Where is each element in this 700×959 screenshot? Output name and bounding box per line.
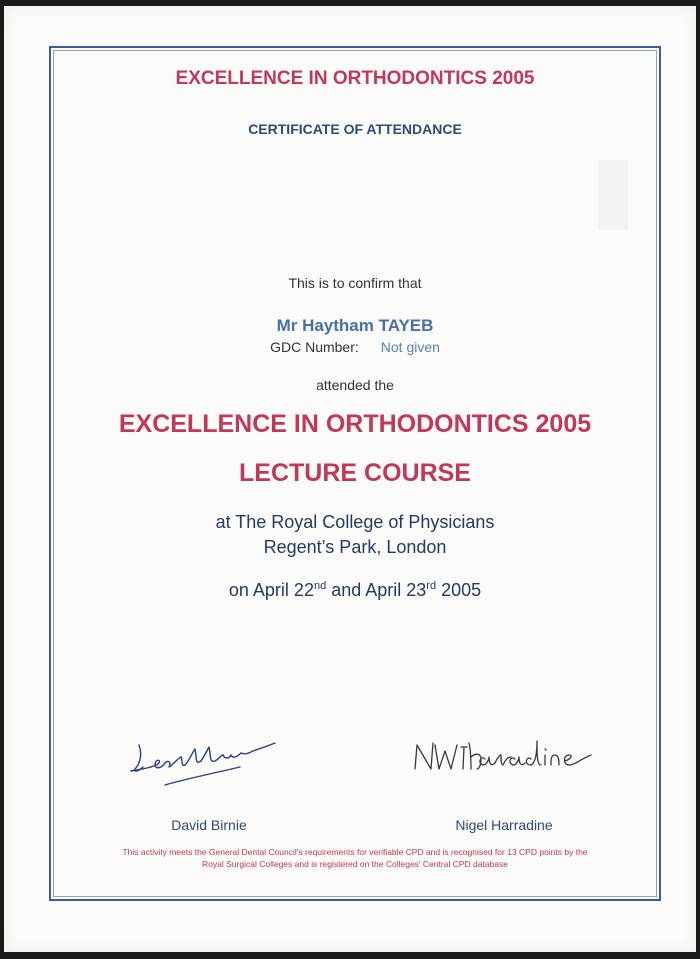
dates-first-suffix: nd [313, 580, 327, 592]
certificate-type: CERTIFICATE OF ATTENDANCE [248, 121, 462, 137]
venue-line-1: at The Royal College of Physicians [215, 512, 495, 532]
signatory-name-left: David Birnie [171, 817, 247, 833]
dates-prefix: on April 22 [228, 580, 314, 600]
footnote-line-2: Royal Surgical Colleges and is registered on the Colleges' Central CPD database [202, 858, 508, 869]
attended-text: attended the [316, 377, 394, 393]
signatory-name-right: Nigel Harradine [455, 817, 553, 833]
gdc-label: GDC Number: [270, 339, 359, 355]
recipient-name: Mr Haytham TAYEB [276, 316, 434, 335]
course-dates [49, 580, 661, 601]
course-title: EXCELLENCE IN ORTHODONTICS 2005 [118, 410, 592, 438]
venue-line-2: Regent’s Park, London [263, 537, 447, 557]
gdc-value: Not given [380, 339, 440, 355]
dates-middle: and April 23 [326, 580, 427, 600]
header-title: EXCELLENCE IN ORTHODONTICS 2005 [175, 68, 535, 89]
gdc-number-row [49, 339, 661, 355]
signature-right [405, 725, 605, 780]
cpd-footnote [72, 847, 638, 870]
footnote-line-1: This activity meets the General Dental Council's requirements for verifiable CPD and is recognised for 13 CPD points by the [122, 847, 588, 857]
confirm-text: This is to confirm that [288, 275, 422, 291]
course-subtitle: LECTURE COURSE [239, 459, 471, 487]
dates-year: 2005 [436, 580, 482, 600]
dates-second-suffix: rd [426, 580, 437, 592]
signature-left [125, 725, 290, 795]
